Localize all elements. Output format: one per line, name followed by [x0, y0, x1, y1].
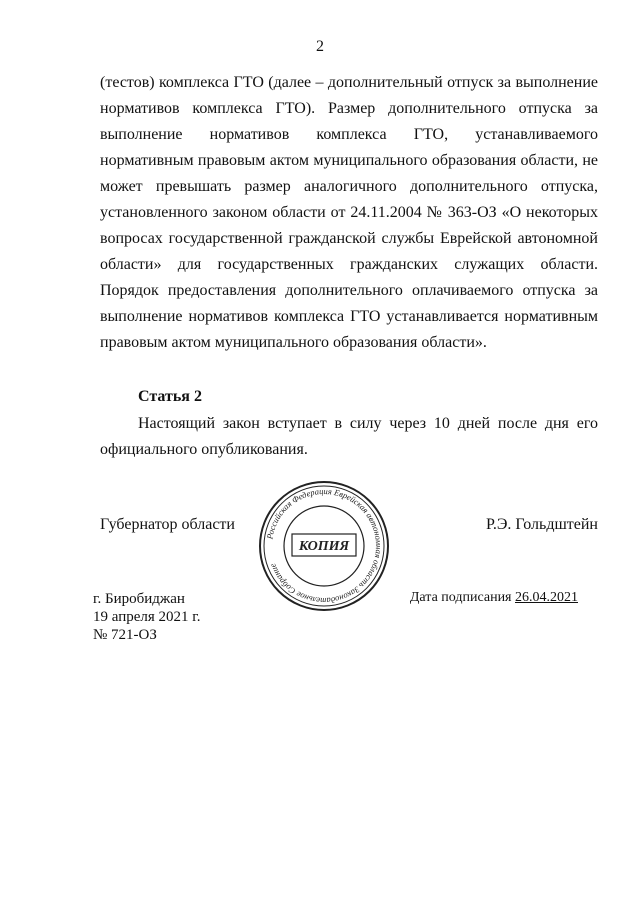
- law-number: № 721-ОЗ: [93, 627, 157, 643]
- official-seal-stamp: [256, 478, 392, 614]
- seal-center-text: КОПИЯ: [298, 539, 350, 554]
- signing-date-block: [410, 590, 578, 606]
- seal-ring-text: Российская Федерация Еврейская автономная область Законодательное Собрание: [264, 485, 385, 607]
- adoption-date: 19 апреля 2021 г.: [93, 609, 201, 625]
- place-date-number: [93, 590, 201, 644]
- signing-date: 26.04.2021: [515, 590, 578, 605]
- city: г. Биробиджан: [93, 591, 185, 607]
- article-heading: Статья 2: [138, 388, 202, 405]
- signatory-name: Р.Э. Гольдштейн: [485, 516, 598, 533]
- law-paragraph-continuation: (тестов) комплекса ГТО (далее – дополнительный отпуск за выполнение нормативов комплекса ГТО). Размер дополнительного отпуска за выполнение нормативов комплекса ГТО, устанавливаемого нормативным правовым актом муниципального образования области, не может превышать размер аналогичного дополнительного отпуска, установленного законом области от 24.11.2004 № 363-ОЗ «О некоторых вопросах государственной гражданской службы Еврейской автономной области» для государственных гражданских служащих области. Порядок предоставления дополнительного оплачиваемого отпуска за выполнение нормативов комплекса ГТО устанавливается нормативным правовым актом муниципального образования области».: [100, 74, 598, 351]
- page-number: 2: [316, 38, 324, 55]
- signatory-position: Губернатор области: [100, 516, 235, 533]
- signing-date-label: Дата подписания: [409, 590, 512, 605]
- article-2-text: Настоящий закон вступает в силу через 10 дней после дня его официального опубликования.: [100, 415, 598, 458]
